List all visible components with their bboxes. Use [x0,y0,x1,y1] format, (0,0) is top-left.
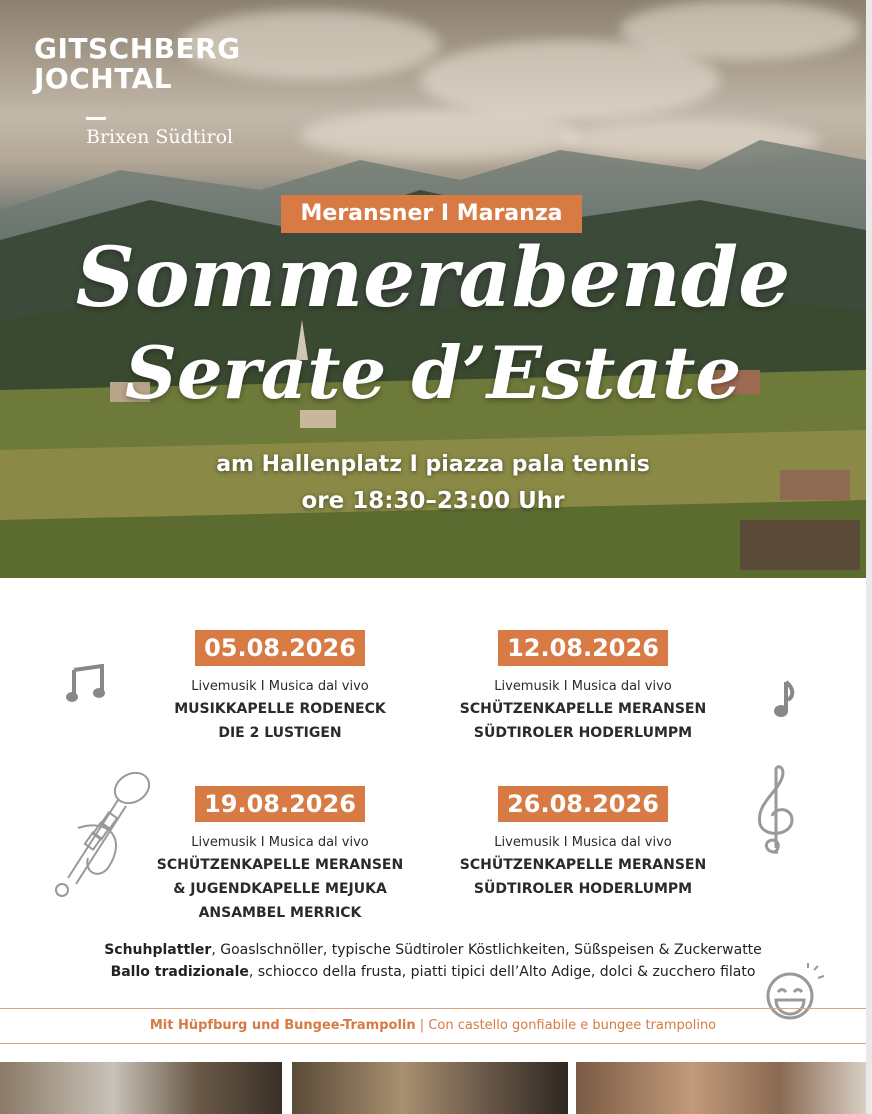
event-subtitle: Livemusik I Musica dal vivo [191,835,369,850]
event-date: 05.08.2026 [195,630,365,666]
event-subtitle: Livemusik I Musica dal vivo [494,679,672,694]
logo-line-1: GITSCHBERG [34,32,241,65]
feature-text: , Goaslschnöller, typische Südtiroler Köstlichkeiten, Süßspeisen & Zuckerwatte [211,942,762,958]
event-band: & JUGENDKAPELLE MEJUKA [173,881,387,897]
divider-top [0,1008,866,1009]
event-card [433,630,733,744]
event-band: SCHÜTZENKAPELLE MERANSEN [459,857,707,873]
event-band: MUSIKKAPELLE RODENECK [174,701,386,717]
event-date: 12.08.2026 [498,630,668,666]
event-date: 26.08.2026 [498,786,668,822]
event-date: 19.08.2026 [195,786,365,822]
divider-bottom [0,1043,866,1044]
event-band: SÜDTIROLER HODERLUMPM [473,725,693,741]
music-notes-icon [64,664,108,704]
photo-thumbnail [576,1062,866,1114]
extras-german: Mit Hüpfburg und Bungee-Trampolin [149,1018,416,1033]
feature-text: , schiocco della frusta, piatti tipici dell’Alto Adige, dolci & zucchero filato [248,964,756,980]
event-card [433,786,733,900]
event-band: ANSAMBEL MERRICK [198,905,362,921]
event-card [130,630,430,744]
features-italian [0,962,866,983]
logo-subtitle: Brixen Südtirol [86,126,234,148]
brand-logo [34,34,241,94]
event-card [130,786,430,924]
event-band: DIE 2 LUSTIGEN [218,725,342,741]
event-band: SCHÜTZENKAPELLE MERANSEN [156,857,404,873]
photo-thumbnail [292,1062,568,1114]
logo-line-2: JOCHTAL [34,62,173,95]
title-italian: Serate d’Estate [124,330,742,415]
event-subtitle: Livemusik I Musica dal vivo [191,679,369,694]
extras-line [0,1018,866,1033]
hours-text: ore 18:30–23:00 Uhr [301,488,565,514]
event-band: SCHÜTZENKAPELLE MERANSEN [459,701,707,717]
photo-thumbnail [0,1062,282,1114]
feature-highlight: Schuhplattler [104,942,212,958]
venue-text: am Hallenplatz I piazza pala tennis [216,452,650,477]
event-subtitle: Livemusik I Musica dal vivo [494,835,672,850]
treble-clef-icon [752,764,798,856]
extras-separator: | [415,1018,429,1033]
feature-highlight: Ballo tradizionale [110,964,249,980]
eighth-note-icon [768,680,798,720]
features-german [0,940,866,961]
extras-italian: Con castello gonfiabile e bungee trampolino [428,1018,717,1033]
event-band: SÜDTIROLER HODERLUMPM [473,881,693,897]
title-german: Sommerabende [75,230,791,326]
location-badge: Meransner I Maranza [281,195,582,233]
logo-dash [86,117,106,120]
trumpet-icon [48,768,158,900]
page-edge [866,0,872,1114]
